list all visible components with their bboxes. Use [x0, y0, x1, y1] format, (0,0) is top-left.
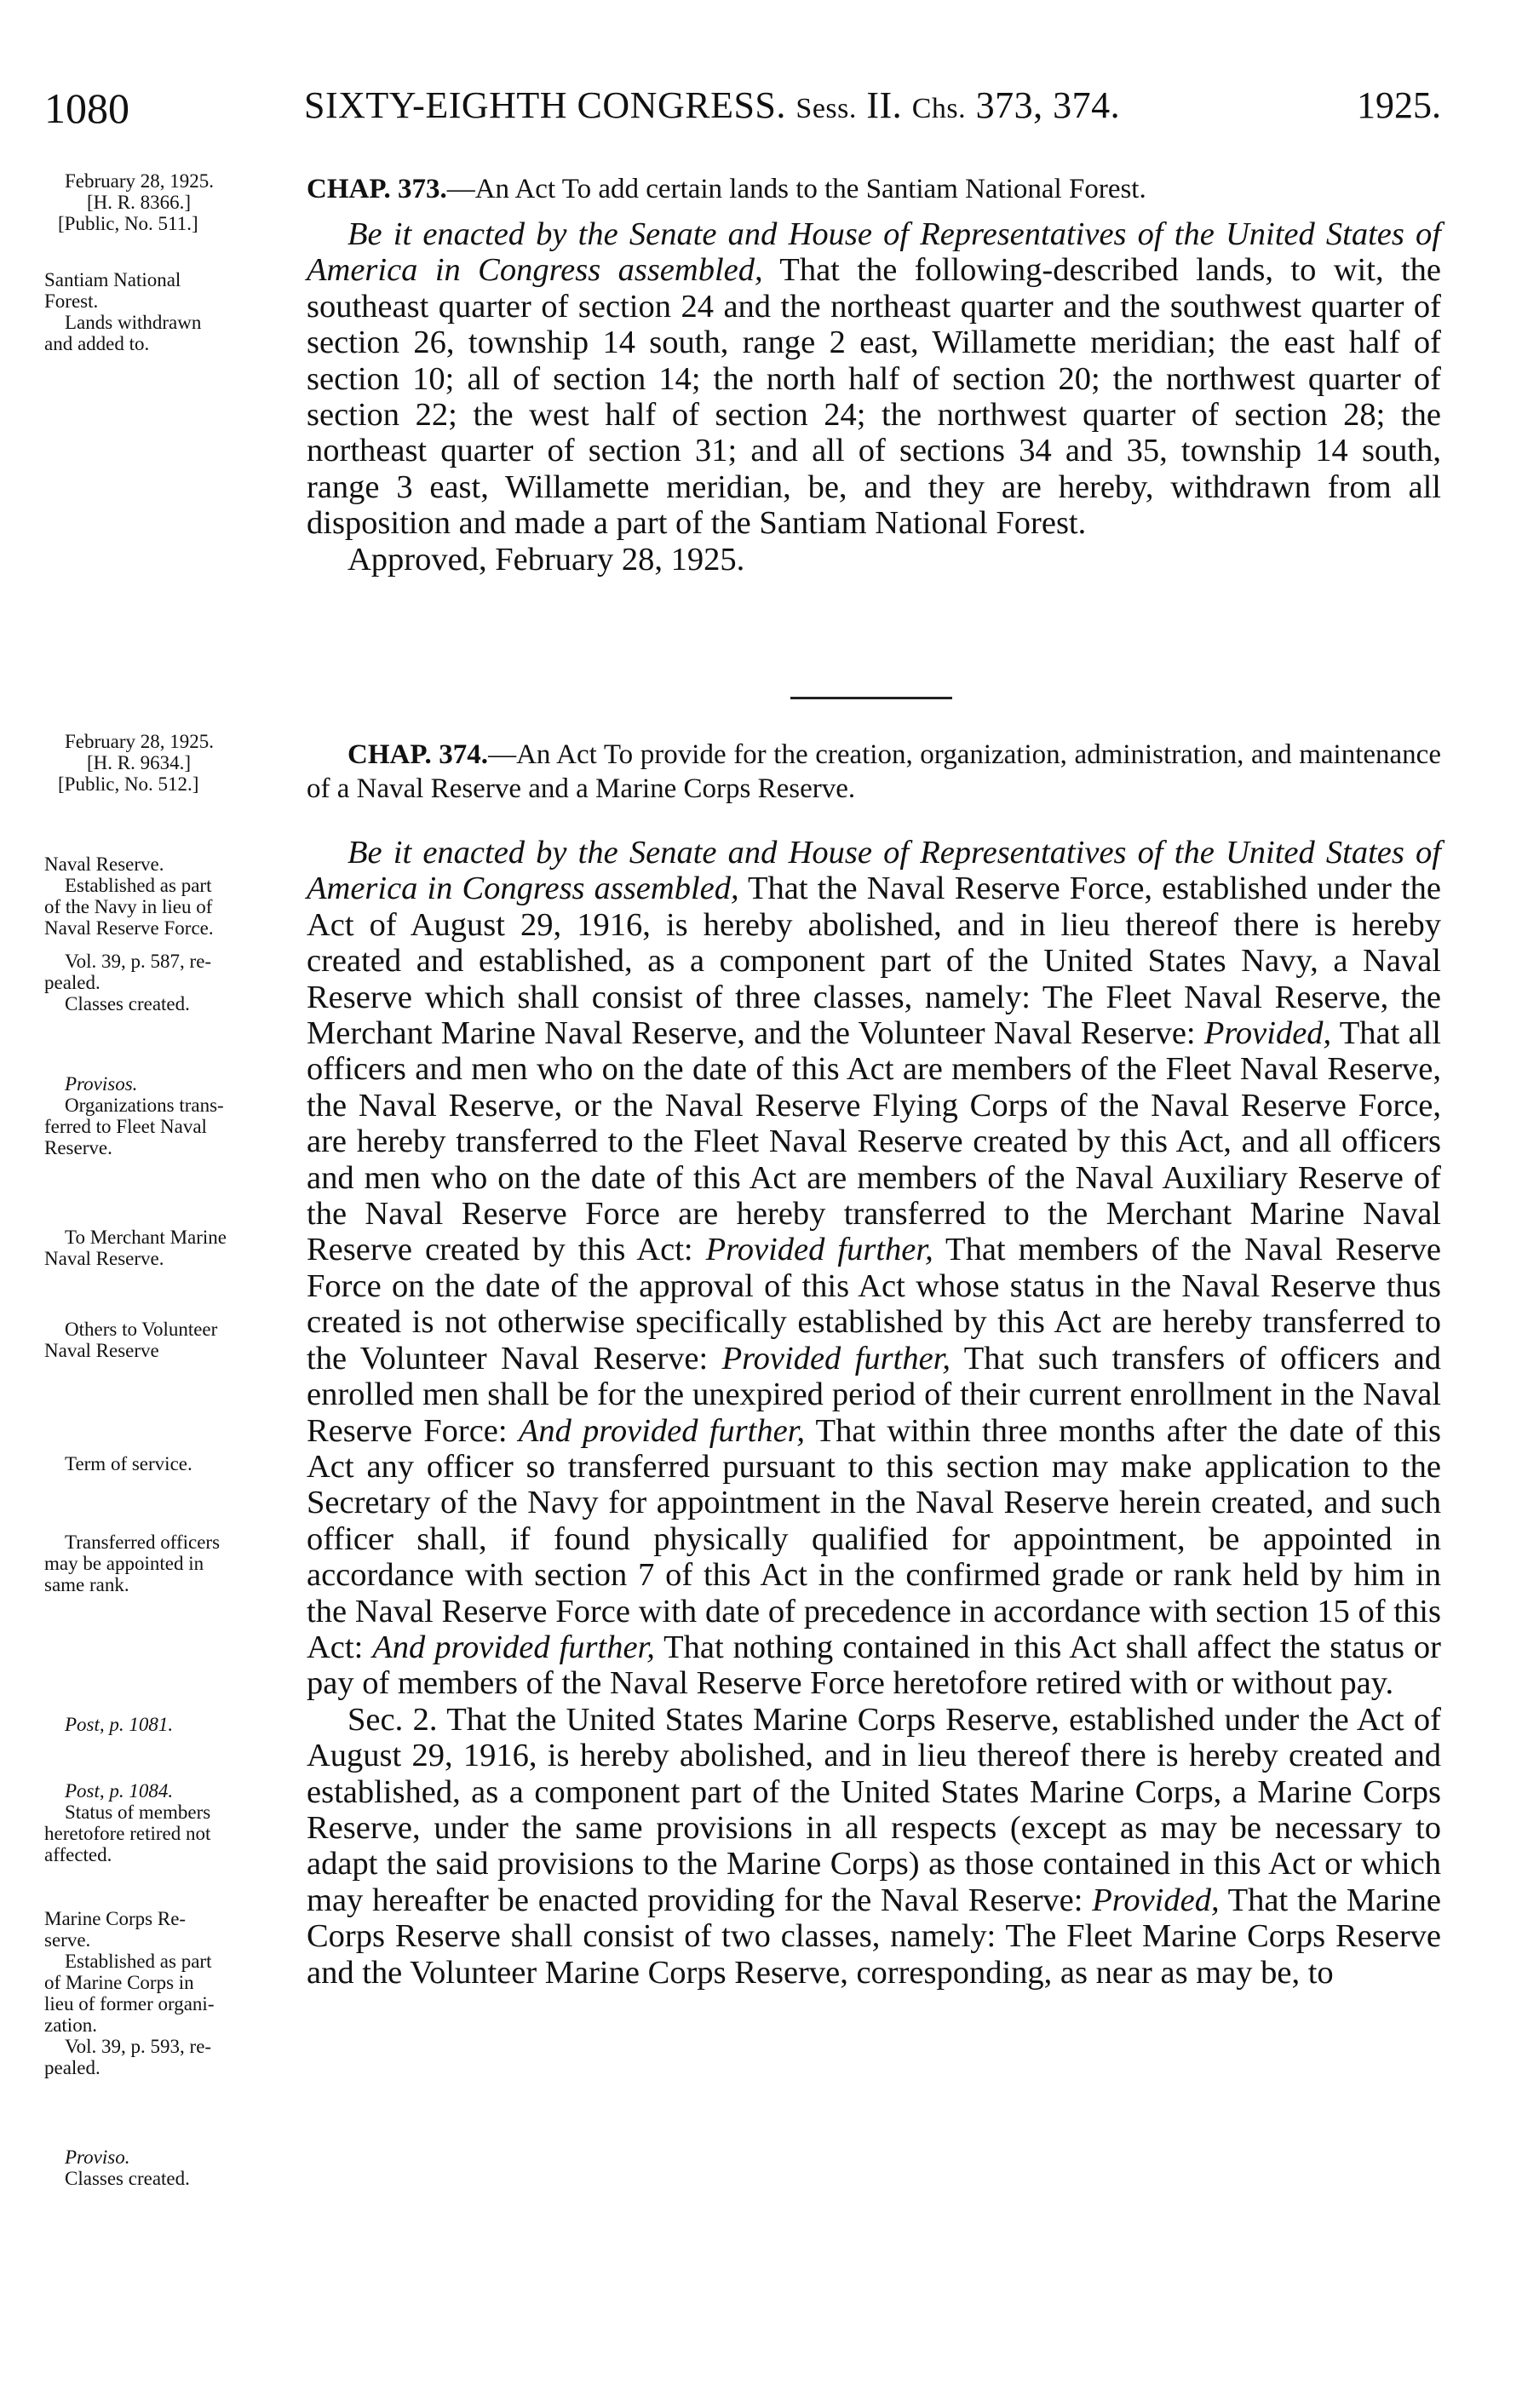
margin-note: Lands withdrawn — [65, 312, 202, 333]
margin-note: Post, p. 1084. — [65, 1780, 174, 1802]
proviso-marker: Provided further, — [705, 1232, 933, 1268]
section-1-text: That the Naval Reserve Force, established under the Act of August 29, 1916, is hereby abolished, and in lieu thereof there is hereby created and established, as a component part of the United States Navy, a Naval Reserve which shall consist of three classes, namely: The Fleet Naval Reserve, the Merchant Marine Naval Reserve, and the Volunteer Naval Reserve: — [307, 871, 1441, 1052]
section-2-text: That the Marine Corps Reserve shall consist of two classes, namely: The Fleet Marine Corps Reserve and the Volunteer Marine Corps Reserve, corresponding, as near as may be, to — [307, 1882, 1441, 1991]
margin-note: Naval Reserve Force. — [44, 917, 214, 939]
margin-public-number: [Public, No. 511.] — [58, 213, 198, 234]
margin-group-naval-reserve — [44, 853, 300, 1014]
section-1-text: That nothing contained in this Act shall affect the status or pay of members of the Naval Reserve Force heretofore retired with or without pay. — [307, 1629, 1441, 1702]
margin-group-merchant — [44, 1227, 300, 1269]
margin-bill-number: [H. R. 9634.] — [87, 752, 192, 773]
margin-note: Transferred officers — [65, 1532, 221, 1553]
chap373-subject-notes — [44, 269, 300, 354]
margin-note: Forest. — [44, 290, 99, 312]
margin-note: Status of members — [65, 1802, 211, 1823]
margin-note: Naval Reserve — [44, 1340, 159, 1361]
margin-note: To Merchant Marine — [65, 1227, 227, 1248]
margin-note: serve. — [44, 1929, 91, 1951]
congress-title: SIXTY-EIGHTH CONGRESS. — [304, 84, 786, 126]
chap373-title-text: —An Act To add certain lands to the Santiam National Forest. — [446, 174, 1146, 204]
margin-note: Classes created. — [65, 993, 190, 1014]
chap374-title — [307, 738, 1441, 806]
margin-note: zation. — [44, 2014, 97, 2036]
running-head — [44, 83, 1441, 135]
margin-group-marine — [44, 1908, 300, 2078]
margin-note: pealed. — [44, 2057, 101, 2078]
margin-group-term — [44, 1453, 300, 1474]
section-1-text: That such transfers of officers and enrolled men shall be for the unexpired period of their current enrollment in the Naval Reserve Force: — [307, 1340, 1441, 1449]
chap373-label: CHAP. 373. — [307, 174, 447, 204]
year: 1925. — [1357, 84, 1441, 126]
margin-note: affected. — [44, 1844, 112, 1865]
chap374-label: CHAP. 374. — [347, 739, 489, 770]
margin-note: Classes created. — [65, 2168, 190, 2189]
margin-note: and added to. — [44, 333, 150, 354]
margin-note: may be appointed in — [44, 1553, 204, 1574]
margin-note: Established as part — [65, 875, 212, 896]
section-1-text: That within three months after the date of this Act any officer so transferred pursuant to this section may make application to the Secretary of the Navy for appointment in the Naval Reserve herein created, and such officer shall, if found physically qualified for appointment, be appointed in accordance with section 7 of this Act in the confirmed grade or rank held by him in the Naval Reserve Force with date of precedence in accordance with section 15 of this Act: — [307, 1412, 1441, 1665]
proviso-marker: And provided further, — [372, 1629, 655, 1665]
chapter-divider — [790, 697, 952, 699]
margin-bill-number: [H. R. 8366.] — [87, 192, 192, 213]
page-number: 1080 — [44, 84, 129, 132]
margin-group-post-1 — [44, 1714, 300, 1735]
chap374-title-text: —An Act To provide for the creation, organization, administration, and maintenance of a Naval Reserve and a Marine Corps Reserve. — [307, 739, 1441, 804]
chap374-text — [307, 738, 1441, 1991]
chap373-body — [307, 216, 1441, 542]
margin-note: Reserve. — [44, 1137, 112, 1158]
margin-note: Established as part — [65, 1951, 212, 1972]
chap374-section-2 — [307, 1702, 1441, 1991]
margin-note: Santiam National — [44, 269, 181, 290]
margin-note: Post, p. 1081. — [65, 1714, 174, 1735]
margin-note: of the Navy in lieu of — [44, 896, 213, 917]
section-2-text: Sec. 2. That the United States Marine Corps Reserve, established under the Act of August 29, 1916, is hereby abolished, and in lieu thereof there is hereby created and established, as a component part of the United States Marine Corps, a Marine Corps Reserve, under the same provisions in all respects (except as may be necessary to adapt the said provisions to the Marine Corps) as those contained in this Act or which may hereafter be enacted providing for the Naval Reserve: — [307, 1701, 1441, 1918]
margin-note: same rank. — [44, 1574, 129, 1595]
section-1-text: That members of the Naval Reserve Force on the date of the approval of this Act whose status in the Naval Reserve thus created is not otherwise specifically established by this Act are hereby transferred to the Volunteer Naval Reserve: — [307, 1232, 1442, 1376]
margin-note: Term of service. — [65, 1453, 192, 1474]
proviso-marker: Provided, — [1203, 1015, 1332, 1052]
margin-public-number: [Public, No. 512.] — [58, 773, 199, 795]
chap373-margin-notes — [44, 170, 300, 234]
margin-note: heretofore retired not — [44, 1823, 211, 1844]
margin-group-status — [44, 1780, 300, 1865]
margin-group-provisos — [44, 1073, 300, 1158]
margin-note: Vol. 39, p. 587, re- — [65, 951, 212, 972]
proviso-marker: And provided further, — [518, 1412, 806, 1449]
margin-note: Vol. 39, p. 593, re- — [65, 2036, 212, 2057]
chap373-text — [307, 172, 1441, 578]
chap373-body-text: That the following-described lands, to wit, the southeast quarter of section 24 and the northeast quarter and the southwest quarter of section 26, township 14 south, range 2 east, Willamette meridian; the east half of section 10; all of section 14; the north half of section 20; the northwest quarter of section 22; the west half of section 24; the northwest quarter of section 28; the northeast quarter of section 31; and all of sections 34 and 35, township 14 south, range 3 east, Willamette meridian, be, and they are hereby, withdrawn from all disposition and made a part of the Santiam National Forest. — [307, 252, 1441, 542]
enacting-clause: Be it enacted by the Senate and House of Representatives of the United States of America in Congress assembled, — [307, 835, 1441, 907]
chapters-label: Chs. — [911, 93, 967, 124]
session-number: II. — [866, 84, 903, 126]
margin-note: Provisos. — [65, 1073, 138, 1095]
enacting-clause: Be it enacted by the Senate and House of Representatives of the United States of America in Congress assembled, — [307, 216, 1441, 289]
proviso-marker: Provided further, — [721, 1340, 951, 1376]
chap373-approved: Approved, February 28, 1925. — [347, 541, 745, 578]
running-title — [304, 83, 1120, 127]
chap373-title — [307, 172, 1441, 206]
margin-note: lieu of former organi- — [44, 1993, 215, 2014]
margin-group-proviso — [44, 2147, 300, 2189]
margin-date: February 28, 1925. — [65, 731, 215, 752]
proviso-marker: Provided, — [1092, 1882, 1220, 1918]
margin-date: February 28, 1925. — [65, 170, 215, 192]
chap374-section-1 — [307, 835, 1441, 1702]
margin-note: Marine Corps Re- — [44, 1908, 187, 1929]
margin-note: Naval Reserve. — [44, 1248, 164, 1269]
margin-note: pealed. — [44, 972, 101, 993]
margin-note: Naval Reserve. — [44, 853, 164, 875]
margin-note: of Marine Corps in — [44, 1972, 194, 1993]
margin-group-others — [44, 1319, 300, 1361]
margin-note: ferred to Fleet Naval — [44, 1116, 207, 1137]
chap374-margin-notes — [44, 731, 300, 795]
margin-note: Proviso. — [65, 2147, 130, 2168]
session-label: Sess. — [795, 93, 857, 124]
margin-group-transferred — [44, 1532, 300, 1595]
section-1-text: That all officers and men who on the date of this Act are members of the Fleet Naval Reserve, the Naval Reserve, or the Naval Reserve Flying Corps of the Naval Reserve Force, are hereby transferred to the Fleet Naval Reserve created by this Act, and all officers and men who on the date of this Act are members of the Naval Auxiliary Reserve of the Naval Reserve Force are hereby transferred to the Merchant Marine Naval Reserve created by this Act: — [307, 1015, 1441, 1268]
margin-note: Others to Volunteer — [65, 1319, 218, 1340]
margin-note: Organizations trans- — [65, 1095, 224, 1116]
chapters-numbers: 373, 374. — [975, 84, 1121, 126]
